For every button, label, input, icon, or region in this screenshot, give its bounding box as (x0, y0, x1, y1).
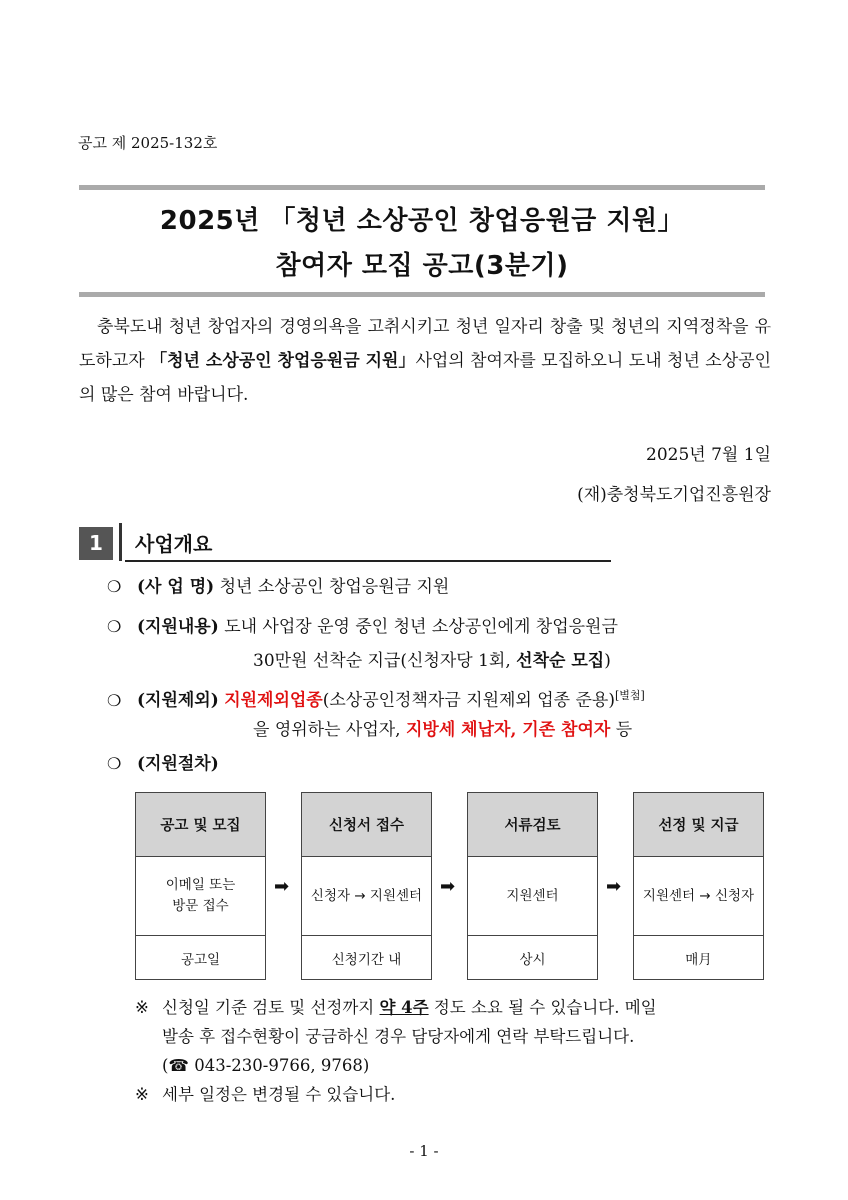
item-label: (지원제외) (137, 690, 219, 711)
item-value: 청년 소상공인 창업응원금 지원 (219, 577, 450, 597)
item-label: (사 업 명) (137, 577, 215, 597)
note-review-period: ※ 신청일 기준 검토 및 선정까지 약 4주 정도 소요 될 수 있습니다. 메일 (135, 993, 657, 1022)
flow-step-method: 지원센터 → 신청자 (634, 857, 763, 936)
flow-step-announcement (135, 792, 266, 980)
bullet-icon: ❍ (107, 690, 122, 710)
flow-step-head: 서류검토 (468, 793, 597, 857)
note-review-period-cont: 발송 후 접수현황이 궁금하신 경우 담당자에게 연락 부탁드립니다. (162, 1027, 635, 1046)
notice-number: 공고 제 2025-132호 (78, 134, 218, 152)
item-exclusion: ❍ (지원제외) 지원제외업종(소상공인정책자금 지원제외 업종 준용)[별첨] (107, 680, 645, 717)
intro-paragraph (79, 310, 771, 412)
flow-step-head: 선정 및 지급 (634, 793, 763, 857)
title-top-rule (79, 185, 765, 190)
section-title: 사업개요 (135, 532, 213, 556)
intro-program-name: 「청년 소상공인 창업응원금 지원」 (150, 351, 416, 371)
item-support-content-cont: 30만원 선착순 지급(신청자당 1회, 선착순 모집) (253, 651, 611, 671)
right-arrow-icon: ➡ (440, 876, 456, 897)
reference-mark-icon: ※ (135, 998, 149, 1017)
page-title-line-1: 2025년 「청년 소상공인 창업응원금 지원」 (159, 206, 685, 236)
item-label: (지원내용) (137, 617, 219, 637)
section-underline (125, 560, 611, 562)
bullet-icon: ❍ (107, 617, 122, 636)
title-bottom-rule (79, 292, 765, 297)
flow-step-review (467, 792, 598, 980)
page-title-line-2: 참여자 모집 공고(3분기) (275, 251, 569, 281)
first-come-emphasis: 선착순 모집 (516, 651, 605, 671)
right-arrow-icon: ➡ (606, 876, 622, 897)
notice-date: 2025년 7월 1일 (646, 445, 771, 465)
page-number: - 1 - (409, 1142, 439, 1160)
excluded-persons: 지방세 체납자, 기존 참여자 (406, 720, 611, 740)
flow-step-payment (633, 792, 764, 980)
contact-phone: (☎ 043-230-9766, 9768) (162, 1056, 370, 1075)
item-support-content (107, 611, 618, 643)
four-weeks-emphasis: 약 4주 (379, 998, 429, 1017)
intro-text-1: 충북도내 청년 창업자의 경영의욕을 고취시키고 청년 일자리 창출 및 청년의 지역정착을 유도하고자 (79, 317, 771, 371)
bullet-icon: ❍ (107, 754, 122, 773)
flow-step-timing: 상시 (519, 952, 546, 968)
note-schedule-change: ※ 세부 일정은 변경될 수 있습니다. (135, 1080, 395, 1109)
section-number-badge: 1 (79, 527, 113, 560)
flow-step-timing: 신청기간 내 (331, 952, 402, 968)
section-divider (119, 523, 122, 561)
item-procedure (107, 748, 219, 780)
item-value: 도내 사업장 운영 중인 청년 소상공인에게 창업응원금 (224, 617, 618, 637)
flow-step-application (301, 792, 432, 980)
flow-step-timing: 공고일 (180, 952, 221, 968)
issuer-name: (재)충청북도기업진흥원장 (577, 485, 771, 505)
flow-step-timing: 매月 (685, 952, 712, 968)
flow-step-method: 이메일 또는 방문 접수 (136, 857, 265, 936)
excluded-industries: 지원제외업종 (224, 690, 323, 711)
attachment-ref: [별첨] (614, 689, 645, 702)
item-business-name (107, 571, 449, 603)
intro-text-2: 사업의 참여자를 모집하오니 도내 청년 소상공인의 많은 참여 바랍니다. (79, 351, 771, 405)
item-exclusion-cont: 을 영위하는 사업자, 지방세 체납자, 기존 참여자 등 (253, 720, 633, 740)
right-arrow-icon: ➡ (274, 876, 290, 897)
bullet-icon: ❍ (107, 577, 122, 596)
item-label: (지원절차) (137, 754, 219, 774)
flow-step-method: 지원센터 (468, 857, 597, 936)
flow-step-method: 신청자 → 지원센터 (302, 857, 431, 936)
flow-step-head: 공고 및 모집 (136, 793, 265, 857)
flow-step-head: 신청서 접수 (302, 793, 431, 857)
reference-mark-icon: ※ (135, 1085, 149, 1104)
